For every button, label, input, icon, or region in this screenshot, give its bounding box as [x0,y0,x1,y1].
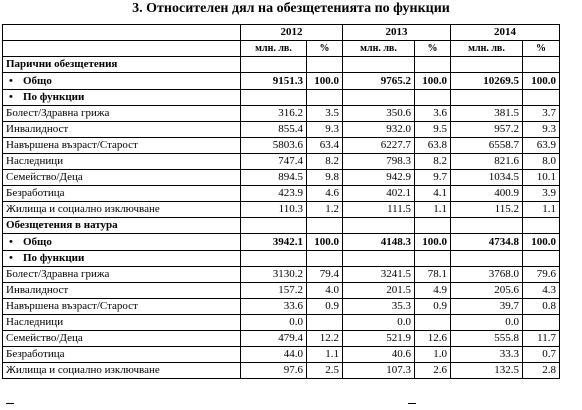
unit-header-row [3,41,560,57]
value-cell: 2.8 [523,363,560,379]
value-cell: 4.0 [307,283,343,299]
value-cell: 3.7 [523,106,560,122]
page-heading: 3. Относителен дял на обезщетенията по функции [132,1,450,16]
value-cell: 132.5 [451,363,523,379]
table-cell [523,218,560,234]
table-row [3,267,560,283]
total-value: 100.0 [307,234,343,251]
value-cell: 12.2 [307,331,343,347]
value-cell: 3241.5 [343,267,415,283]
value-cell: 39.7 [451,299,523,315]
value-cell: 3.6 [415,106,451,122]
kind-by-function-row [3,251,560,267]
value-cell: 33.3 [451,347,523,363]
value-cell: 4.1 [415,186,451,202]
table-cell [241,251,307,267]
value-cell: 4.3 [523,283,560,299]
value-cell: 798.3 [343,154,415,170]
value-cell: 747.4 [241,154,307,170]
total-value: 100.0 [307,73,343,90]
value-cell: 9.5 [415,122,451,138]
table-cell [415,57,451,73]
section-title: Парични обезщетения [3,57,241,73]
function-label: Семейство/Деца [3,170,241,186]
value-cell: 3768.0 [451,267,523,283]
total-label-cell [3,73,241,90]
bullet-icon: • [9,235,13,248]
header-blank-cell [3,41,241,57]
table-cell [451,251,523,267]
value-cell: 0.0 [241,315,307,331]
value-cell: 44.0 [241,347,307,363]
value-cell: 400.9 [451,186,523,202]
value-cell: 2.6 [415,363,451,379]
table-row [3,283,560,299]
value-cell: 350.6 [343,106,415,122]
value-cell: 157.2 [241,283,307,299]
value-cell: 821.6 [451,154,523,170]
value-cell: 35.3 [343,299,415,315]
function-label: Навършена възраст/Старост [3,299,241,315]
value-cell: 316.2 [241,106,307,122]
total-value: 4734.8 [451,234,523,251]
value-cell: 78.1 [415,267,451,283]
value-cell: 9.3 [307,122,343,138]
value-cell: 1.0 [415,347,451,363]
by-function-label-cell [3,251,241,267]
function-label: Безработица [3,347,241,363]
value-cell: 12.6 [415,331,451,347]
value-cell: 942.9 [343,170,415,186]
function-label: Инвалидност [3,283,241,299]
value-cell: 0.0 [451,315,523,331]
year-header: 2014 [451,25,560,41]
value-cell: 9.8 [307,170,343,186]
function-label: Наследници [3,315,241,331]
total-value: 10269.5 [451,73,523,90]
table-row [3,299,560,315]
value-cell: 33.6 [241,299,307,315]
value-cell: 8.2 [307,154,343,170]
by-function-label-cell [3,90,241,106]
table-row [3,122,560,138]
section-title: Обезщетения в натура [3,218,241,234]
table-row [3,186,560,202]
table-cell [415,251,451,267]
table-cell [307,218,343,234]
unit-pct-header: % [523,41,560,57]
table-row [3,202,560,218]
kind-total-row [3,234,560,251]
value-cell: 5803.6 [241,138,307,154]
function-label: Болест/Здравна грижа [3,267,241,283]
header-blank-cell [3,25,241,41]
value-cell [415,315,451,331]
value-cell: 957.2 [451,122,523,138]
cash-by-function-row [3,90,560,106]
table-cell [415,218,451,234]
value-cell: 6227.7 [343,138,415,154]
table-row [3,347,560,363]
value-cell: 1.1 [523,202,560,218]
value-cell: 479.4 [241,331,307,347]
function-label: Жилища и социално изключване [3,202,241,218]
unit-pct-header: % [307,41,343,57]
total-value: 9151.3 [241,73,307,90]
table-cell [343,57,415,73]
function-label: Безработица [3,186,241,202]
value-cell: 1.1 [307,347,343,363]
total-value: 100.0 [523,234,560,251]
table-cell [307,251,343,267]
value-cell: 381.5 [451,106,523,122]
unit-mln-header: млн. лв. [451,41,523,57]
value-cell: 0.8 [523,299,560,315]
value-cell: 555.8 [451,331,523,347]
function-label: Семейство/Деца [3,331,241,347]
value-cell: 111.5 [343,202,415,218]
value-cell: 40.6 [343,347,415,363]
total-label: Общо [23,74,52,87]
value-cell: 4.9 [415,283,451,299]
total-label: Общо [23,235,52,248]
table-cell [241,57,307,73]
value-cell: 3130.2 [241,267,307,283]
table-cell [343,218,415,234]
total-value: 9765.2 [343,73,415,90]
table-row [3,154,560,170]
value-cell: 2.5 [307,363,343,379]
value-cell: 521.9 [343,331,415,347]
value-cell: 0.9 [307,299,343,315]
value-cell: 9.7 [415,170,451,186]
value-cell: 79.6 [523,267,560,283]
value-cell: 3.5 [307,106,343,122]
value-cell: 0.9 [415,299,451,315]
table-cell [523,90,560,106]
table-row [3,315,560,331]
value-cell [523,315,560,331]
total-value: 100.0 [523,73,560,90]
value-cell: 63.4 [307,138,343,154]
by-function-label: По функции [23,91,85,103]
value-cell: 97.6 [241,363,307,379]
table-cell [451,90,523,106]
table-row [3,106,560,122]
value-cell: 1.2 [307,202,343,218]
value-cell: 8.2 [415,154,451,170]
table-row [3,138,560,154]
value-cell: 3.9 [523,186,560,202]
table-row [3,363,560,379]
function-label: Инвалидност [3,122,241,138]
value-cell: 1.1 [415,202,451,218]
bullet-icon: • [9,74,13,87]
value-cell: 932.0 [343,122,415,138]
value-cell: 4.6 [307,186,343,202]
table-cell [343,90,415,106]
total-label-cell [3,234,241,251]
bullet-icon: • [9,91,13,103]
function-label: Жилища и социално изключване [3,363,241,379]
value-cell: 63.9 [523,138,560,154]
unit-mln-header: млн. лв. [343,41,415,57]
unit-mln-header: млн. лв. [241,41,307,57]
value-cell: 0.7 [523,347,560,363]
year-header: 2012 [241,25,343,41]
value-cell: 0.0 [343,315,415,331]
value-cell: 894.5 [241,170,307,186]
table-cell [523,251,560,267]
bullet-icon: • [9,252,13,264]
value-cell: 9.3 [523,122,560,138]
total-value: 4148.3 [343,234,415,251]
footer-mark [408,403,416,405]
value-cell: 8.0 [523,154,560,170]
value-cell [307,315,343,331]
cash-section-title-row [3,57,560,73]
table-cell [451,57,523,73]
table-cell [415,90,451,106]
value-cell: 402.1 [343,186,415,202]
value-cell: 107.3 [343,363,415,379]
year-header: 2013 [343,25,451,41]
value-cell: 855.4 [241,122,307,138]
value-cell: 6558.7 [451,138,523,154]
value-cell: 423.9 [241,186,307,202]
table-row [3,331,560,347]
total-value: 100.0 [415,73,451,90]
table-cell [307,90,343,106]
value-cell: 63.8 [415,138,451,154]
unit-pct-header: % [415,41,451,57]
value-cell: 11.7 [523,331,560,347]
value-cell: 205.6 [451,283,523,299]
table-row [3,170,560,186]
total-value: 100.0 [415,234,451,251]
table-cell [307,57,343,73]
benefits-table [2,24,560,379]
value-cell: 1034.5 [451,170,523,186]
table-cell [451,218,523,234]
function-label: Наследници [3,154,241,170]
cash-total-row [3,73,560,90]
function-label: Навършена възраст/Старост [3,138,241,154]
year-header-row [3,25,560,41]
value-cell: 115.2 [451,202,523,218]
table-cell [241,90,307,106]
by-function-label: По функции [23,252,85,264]
value-cell: 110.3 [241,202,307,218]
total-value: 3942.1 [241,234,307,251]
kind-section-title-row [3,218,560,234]
table-cell [241,218,307,234]
value-cell: 10.1 [523,170,560,186]
value-cell: 201.5 [343,283,415,299]
footer-mark [6,403,14,405]
table-cell [523,57,560,73]
function-label: Болест/Здравна грижа [3,106,241,122]
value-cell: 79.4 [307,267,343,283]
table-cell [343,251,415,267]
